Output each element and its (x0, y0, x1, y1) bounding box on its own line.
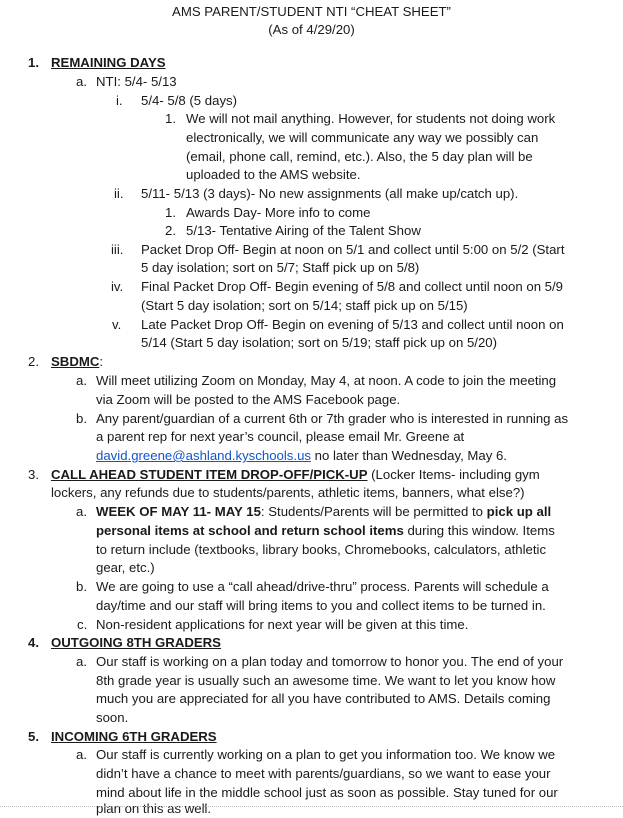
list-marker: b. (76, 579, 87, 594)
list-item: Our staff is currently working on a plan to get you information too. We know we (96, 747, 556, 762)
list-item-text: 8th grade year is usually such an awesome time. We want to let you know how (96, 673, 556, 688)
list-marker: ii. (114, 186, 124, 201)
list-item-text: plan on this as well. (96, 801, 212, 816)
list-item: 5/11- 5/13 (3 days)- No new assignments (all make up/catch up). (141, 186, 519, 201)
section-heading-remaining-days: REMAINING DAYS (51, 55, 166, 70)
list-marker: i. (116, 93, 123, 108)
list-marker: a. (76, 654, 87, 669)
list-item-text: gear, etc.) (96, 560, 155, 575)
list-marker: v. (112, 317, 122, 332)
list-item: NTI: 5/4- 5/13 (96, 74, 177, 89)
emphasis-text: pick up all (486, 504, 552, 519)
list-item: 5/13- Tentative Airing of the Talent Show (186, 223, 421, 238)
list-marker: 1. (165, 111, 176, 126)
list-marker: a. (76, 74, 87, 89)
list-marker: 2. (165, 223, 176, 238)
section-heading-incoming: INCOMING 6TH GRADERS (51, 729, 217, 744)
document-title: AMS PARENT/STUDENT NTI “CHEAT SHEET” (172, 4, 451, 19)
list-item-text (96, 522, 555, 540)
call-ahead-title: CALL AHEAD STUDENT ITEM DROP-OFF/PICK-UP (51, 467, 368, 482)
list-marker: iv. (111, 279, 124, 294)
list-item-text: 5/14 (Start 5 day isolation; sort on 5/19; staff pick up on 5/20) (141, 335, 498, 350)
section-heading-sbdmc (51, 353, 103, 371)
section-heading-outgoing: OUTGOING 8TH GRADERS (51, 635, 221, 650)
section-number: 4. (28, 635, 39, 650)
list-marker: a. (76, 373, 87, 388)
list-marker: iii. (111, 242, 124, 257)
document-date: (As of 4/29/20) (268, 22, 355, 37)
list-item: We will not mail anything. However, for students not doing work (186, 111, 556, 126)
list-item-text: via Zoom will be posted to the AMS Facebook page. (96, 392, 401, 407)
section-number: 3. (28, 467, 39, 482)
list-item-text: (email, phone call, remind, etc.). Also, the 5 day plan will be (186, 149, 533, 164)
list-item-text: day/time and our staff will bring items to you and collect items to be turned in. (96, 598, 546, 613)
section-heading-call-ahead (51, 466, 540, 484)
list-item: Packet Drop Off- Begin at noon on 5/1 and collect until 5:00 on 5/2 (Start (141, 242, 565, 257)
list-item-text: : Students/Parents will be permitted to (260, 504, 487, 519)
sbdmc-label: SBDMC (51, 354, 100, 369)
list-marker: c. (77, 617, 88, 632)
list-item-text: soon. (96, 710, 129, 725)
list-item-text: during this window. Items (403, 523, 555, 538)
emphasis-text: personal items at school and return school items (96, 523, 404, 538)
week-label: WEEK OF MAY 11- MAY 15 (96, 504, 261, 519)
list-item-text: mind about life in the middle school just as soon as possible. Stay tuned for our (96, 785, 558, 800)
list-item: Our staff is working on a plan today and tomorrow to honor you. The end of your (96, 654, 564, 669)
list-item: 5/4- 5/8 (5 days) (141, 93, 238, 108)
list-item-text: (Start 5 day isolation; sort on 5/14; staff pick up on 5/15) (141, 298, 468, 313)
list-item: Final Packet Drop Off- Begin evening of 5/8 and collect until noon on 5/9 (141, 279, 564, 294)
list-item-text: 5 day isolation; sort on 5/7; Staff pick up on 5/8) (141, 260, 420, 275)
list-item: We are going to use a “call ahead/drive-thru” process. Parents will schedule a (96, 579, 549, 594)
list-item-text: to return include (textbooks, library books, Chromebooks, calculators, athletic (96, 542, 547, 557)
list-item-text: uploaded to the AMS website. (186, 167, 361, 182)
list-item-text: electronically, we will communicate any way we possibly can (186, 130, 539, 145)
list-item: Any parent/guardian of a current 6th or 7th grader who is interested in running as (96, 411, 569, 426)
list-marker: 1. (165, 205, 176, 220)
list-marker: a. (76, 504, 87, 519)
heading-continuation: lockers, any refunds due to students/parents, athletic items, banners, what else?) (51, 485, 525, 500)
section-number: 1. (28, 55, 39, 70)
email-link[interactable]: david.greene@ashland.kyschools.us (96, 448, 311, 463)
section-number: 2. (28, 354, 39, 369)
list-marker: b. (76, 411, 87, 426)
list-item: Late Packet Drop Off- Begin on evening of 5/13 and collect until noon on (141, 317, 564, 332)
list-item: Non-resident applications for next year will be given at this time. (96, 617, 469, 632)
list-marker: a. (76, 747, 87, 762)
list-item: Awards Day- More info to come (186, 205, 371, 220)
list-item-text: much you are appreciated for all you have contributed to AMS. Details coming (96, 691, 551, 706)
heading-note: (Locker Items- including gym (367, 467, 540, 482)
list-item-text (96, 447, 507, 465)
list-item-text: a parent rep for next year’s council, please email Mr. Greene at (96, 429, 465, 444)
section-number: 5. (28, 729, 39, 744)
list-item (96, 503, 551, 521)
page-break-divider (0, 806, 623, 807)
list-item: Will meet utilizing Zoom on Monday, May 4, at noon. A code to join the meeting (96, 373, 557, 388)
heading-colon: : (99, 354, 104, 369)
list-item-text: didn’t have a chance to meet with parents/guardians, so we want to ease your (96, 766, 551, 781)
deadline-text: no later than Wednesday, May 6. (311, 448, 507, 463)
